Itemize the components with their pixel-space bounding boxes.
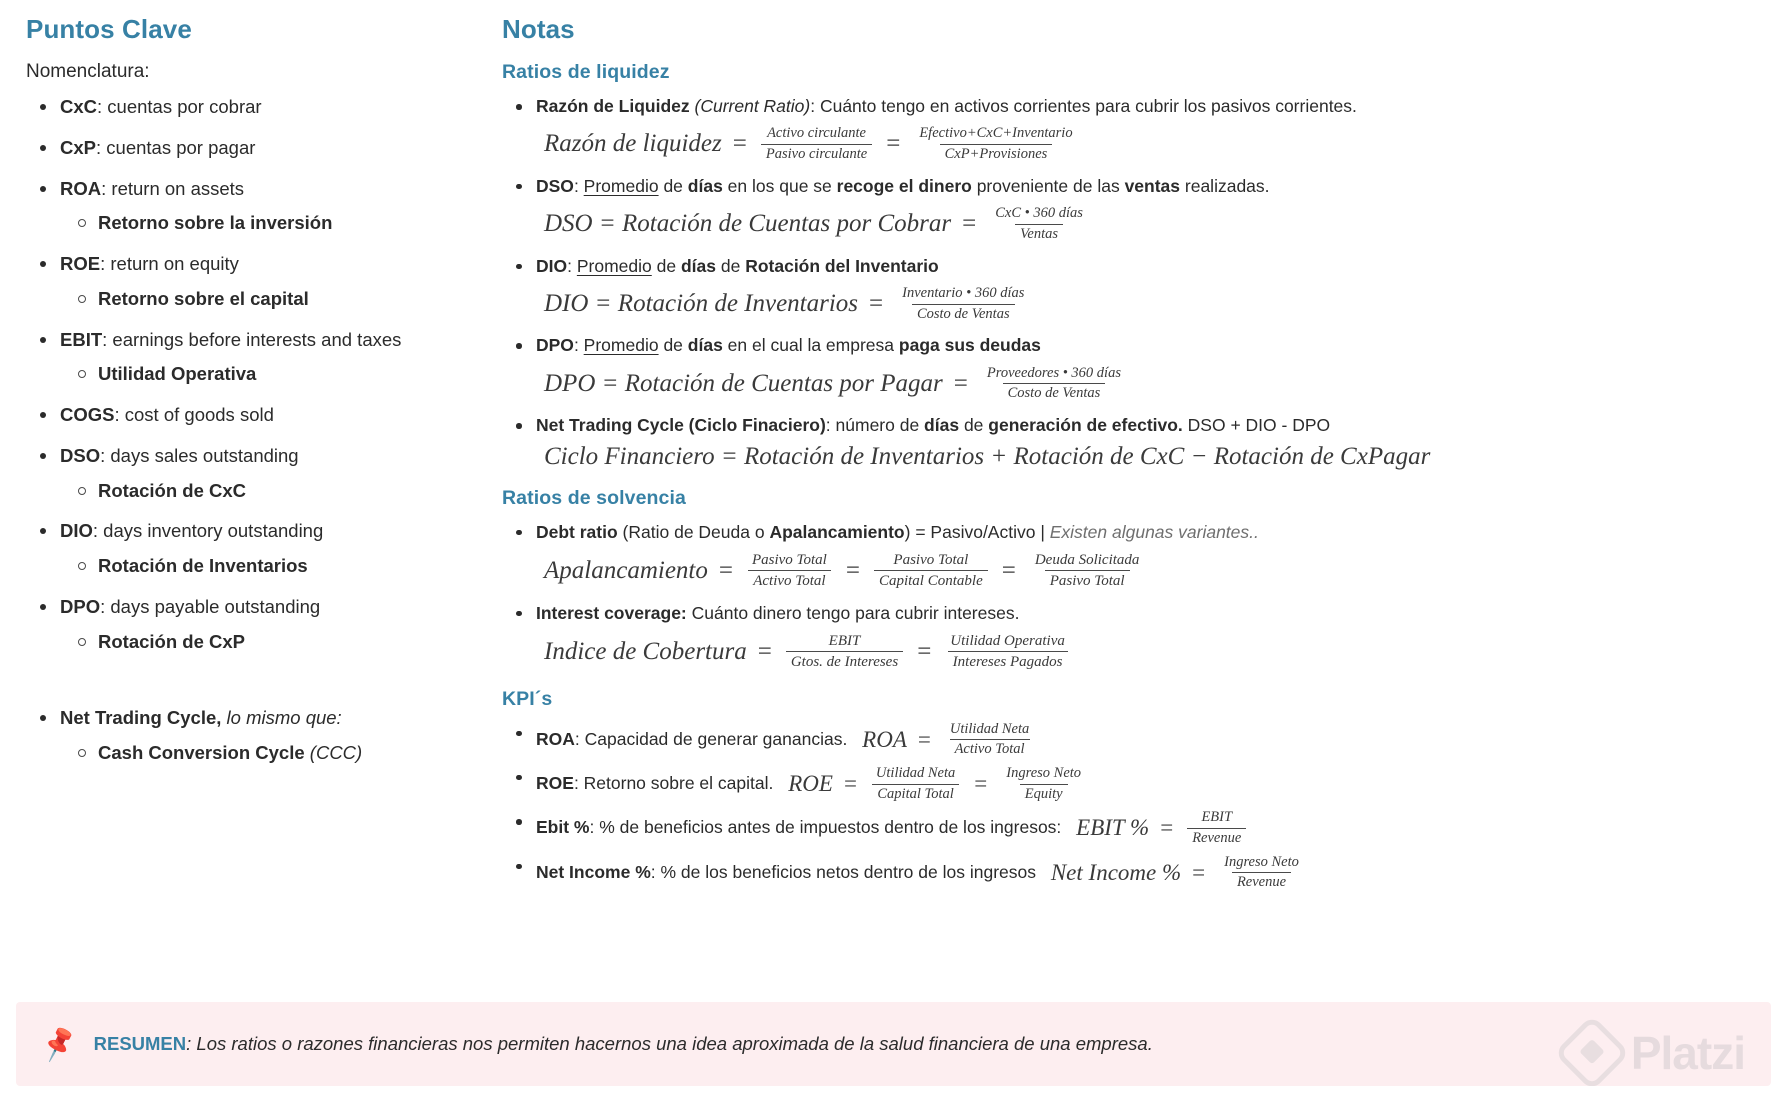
equals-sign: =: [917, 637, 932, 665]
fraction: [990, 205, 1088, 243]
formula-dso: [544, 205, 1761, 243]
equals-sign: =: [962, 210, 977, 238]
denominator: Ventas: [1015, 224, 1063, 244]
underlined-word: Promedio: [583, 335, 659, 356]
t4: proveniente de las: [971, 175, 1125, 196]
term-sep: :: [96, 136, 107, 158]
fraction: [1219, 854, 1304, 892]
list-item-interest-coverage: [502, 601, 1761, 626]
fraction: [945, 632, 1070, 672]
net-trading-cycle-list: [26, 704, 478, 767]
term-label: EBIT: [60, 328, 103, 350]
t3: en el cual la empresa: [722, 335, 899, 356]
formula-roa: [862, 721, 1037, 759]
list-item: [26, 134, 478, 162]
denominator: Pasivo circulante: [761, 144, 872, 164]
term-sep: :: [100, 444, 111, 466]
formula-roe: [788, 765, 1089, 803]
numerator: Inventario • 360 días: [902, 284, 1025, 301]
platzi-wordmark: Platzi: [1630, 1027, 1745, 1079]
numerator: Pasivo Total: [893, 552, 969, 568]
sub-list-item: Rotación de CxP: [60, 628, 478, 656]
term-label: ROA: [536, 728, 575, 749]
formula-lhs: DIO = Rotación de Inventarios: [544, 289, 859, 317]
numerator: Proveedores • 360 días: [986, 364, 1121, 381]
bold-word: días: [680, 255, 716, 276]
formula-ebit-pct: [1076, 809, 1249, 847]
term-label: ROE: [60, 253, 101, 274]
numerator: Ingreso Neto: [1224, 853, 1299, 870]
bold-word: paga sus deudas: [898, 335, 1041, 356]
formula-full: Ciclo Financiero = Rotación de Inventarios + Rotación de CxC − Rotación de CxPagar: [544, 443, 1431, 471]
platzi-watermark: [1565, 1026, 1745, 1080]
formula-lhs: ROE: [788, 771, 833, 797]
solvencia-list: [502, 520, 1761, 672]
fraction: [1030, 551, 1145, 591]
fraction: [761, 125, 872, 163]
platzi-diamond-logo-icon: [1554, 1015, 1630, 1086]
kpis-list: [502, 721, 1761, 893]
denominator: Pasivo Total: [1045, 570, 1130, 590]
numerator: EBIT: [828, 632, 861, 649]
underlined-word: Promedio: [576, 255, 652, 276]
term-label: DIO: [536, 255, 568, 276]
fraction: [982, 365, 1126, 403]
t1: :: [567, 255, 577, 276]
list-item-dso: [502, 174, 1761, 199]
denominator: Revenue: [1232, 872, 1291, 892]
equals-sign: =: [718, 556, 733, 584]
numerator: Deuda Solicitada: [1034, 552, 1140, 568]
term-desc: cuentas por pagar: [106, 136, 256, 158]
equals-sign: =: [732, 130, 747, 158]
list-item: [26, 401, 478, 429]
list-item-dpo: [502, 333, 1761, 358]
term-label: DSO: [60, 444, 101, 466]
sub-list: [60, 477, 478, 505]
term-sep: :: [101, 177, 112, 199]
t1: :: [573, 175, 584, 196]
list-item: [26, 704, 478, 767]
term-label: DSO: [536, 175, 574, 196]
formula-lhs: Apalancamiento: [544, 556, 708, 584]
formula-lhs: EBIT %: [1076, 815, 1150, 841]
list-item: [26, 517, 478, 580]
t1: : número de: [825, 415, 925, 435]
sub-list-item: Retorno sobre la inversión: [60, 209, 478, 237]
sub-list: [60, 628, 478, 656]
fraction: [874, 551, 988, 591]
sub-list: [60, 209, 478, 237]
term-label: CxP: [60, 136, 96, 158]
liquidez-list: [502, 94, 1761, 471]
equals-sign: =: [1160, 815, 1174, 841]
t2: de: [658, 175, 688, 196]
numerator: Pasivo Total: [751, 552, 827, 568]
notas-title: Notas: [502, 14, 575, 44]
list-item-dio: [502, 254, 1761, 279]
term-sep: :: [100, 253, 111, 274]
list-item-razon-liquidez: [502, 94, 1761, 119]
term-label: ROE: [536, 772, 574, 793]
term-label: Interest coverage:: [536, 602, 687, 623]
sub-list-item: Rotación de Inventarios: [60, 552, 478, 580]
term-label: Net Income %: [536, 861, 651, 882]
equals-sign: =: [843, 771, 857, 797]
denominator: Capital Contable: [874, 570, 988, 590]
term-desc: days payable outstanding: [110, 595, 321, 617]
denominator: Activo Total: [748, 570, 830, 590]
numerator: Ingreso Neto: [1006, 764, 1082, 781]
term-label: Razón de Liquidez: [536, 96, 690, 116]
t5: realizadas.: [1180, 175, 1270, 196]
sub-list-item: Rotación de CxC: [60, 477, 478, 505]
term-rest: Cuánto dinero tengo para cubrir intereses.: [686, 602, 1020, 623]
fraction: [945, 721, 1034, 759]
page-title: Puntos Clave: [26, 14, 192, 44]
sub-list: [60, 552, 478, 580]
list-item: [26, 175, 478, 238]
list-item-net-income-pct: [502, 854, 1761, 892]
resumen-body: : Los ratios o razones financieras nos permiten hacernos una idea aproximada de la salud financiera de una empresa.: [186, 1033, 1153, 1054]
t2: ) = Pasivo/Activo |: [904, 521, 1050, 542]
fraction: [1001, 765, 1086, 803]
denominator: Gtos. de Intereses: [786, 651, 903, 671]
list-item-debt-ratio: [502, 520, 1761, 545]
formula-lhs: Net Income %: [1050, 859, 1182, 885]
term-desc: return on assets: [111, 177, 245, 199]
pushpin-icon: 📌: [38, 1024, 80, 1063]
term-label: Ebit %: [536, 817, 590, 838]
formula-indice-cobertura: [544, 632, 1761, 672]
denominator: Revenue: [1187, 828, 1246, 848]
term-sep: :: [97, 96, 108, 117]
bold-word: ventas: [1124, 175, 1181, 196]
fraction: [1187, 809, 1246, 847]
bold-word: días: [924, 415, 960, 435]
term-desc-italic: lo mismo que:: [226, 707, 342, 729]
term-sep: :: [114, 404, 125, 425]
t2: de: [651, 255, 681, 276]
formula-ciclo-financiero: [544, 444, 1761, 470]
heading-ratios-liquidez: Ratios de liquidez: [502, 61, 670, 83]
t3: de: [716, 255, 746, 276]
list-item-roe: [502, 765, 1761, 803]
equals-sign: =: [1001, 556, 1016, 584]
bold-word: recoge el dinero: [836, 175, 972, 196]
term-label: Net Trading Cycle (Ciclo Finaciero): [536, 415, 826, 435]
equals-sign: =: [886, 130, 901, 158]
formula-net-income-pct: [1051, 854, 1307, 892]
term-desc: days inventory outstanding: [103, 520, 324, 542]
formula-lhs: DPO = Rotación de Cuentas por Pagar: [544, 369, 943, 397]
fraction: [786, 632, 903, 672]
term-rest: : % de los beneficios netos dentro de los ingresos: [650, 861, 1041, 882]
term-label: Net Trading Cycle,: [60, 707, 222, 729]
list-item: [26, 93, 478, 121]
term-desc: cuentas por cobrar: [107, 96, 262, 117]
term-rest: : Retorno sobre el capital.: [573, 772, 779, 793]
numerator: Utilidad Operativa: [950, 632, 1065, 649]
term-label: DIO: [60, 520, 93, 542]
list-item: [26, 593, 478, 656]
numerator: Efectivo+CxC+Inventario: [919, 125, 1073, 142]
term-label: COGS: [60, 404, 115, 425]
equals-sign: =: [974, 771, 988, 797]
nomenclatura-label: Nomenclatura:: [26, 61, 150, 82]
equals-sign: =: [757, 637, 772, 665]
formula-lhs: DSO = Rotación de Cuentas por Cobrar: [544, 210, 952, 238]
fraction: [747, 551, 832, 591]
term-sep: :: [102, 328, 113, 350]
sub-list-item: [60, 739, 478, 767]
t3: en los que se: [722, 175, 837, 196]
term-label: CxC: [60, 96, 98, 117]
equals-sign: =: [869, 289, 884, 317]
underlined-word: Promedio: [583, 175, 659, 196]
t3: DSO + DIO - DPO: [1182, 415, 1331, 435]
term-label: DPO: [536, 335, 574, 356]
list-item: [26, 326, 478, 389]
list-spacer: [26, 668, 478, 704]
term-paren: (Current Ratio): [694, 96, 811, 116]
list-item-net-trading-cycle: [502, 413, 1761, 438]
notas-column: [496, 14, 1761, 898]
sub-list: [60, 285, 478, 313]
equals-sign: =: [845, 556, 860, 584]
list-item-ebit-pct: [502, 809, 1761, 847]
formula-lhs: ROA: [862, 726, 907, 752]
term-rest: : % de beneficios antes de impuestos dentro de los ingresos:: [589, 817, 1067, 838]
term-rest: : Cuánto tengo en activos corrientes para cubrir los pasivos corrientes.: [810, 96, 1357, 116]
fraction: [897, 285, 1029, 323]
formula-lhs: Indice de Cobertura: [544, 637, 747, 665]
fraction: [871, 765, 960, 803]
formula-lhs: Razón de liquidez: [544, 130, 722, 158]
equals-sign: =: [1192, 859, 1206, 885]
sub-list-item: Retorno sobre el capital: [60, 285, 478, 313]
heading-ratios-solvencia: Ratios de solvencia: [502, 486, 686, 509]
term-sep: :: [92, 520, 104, 542]
bold-word: Rotación del Inventario: [745, 255, 939, 276]
term-label: Debt ratio: [536, 521, 618, 542]
bold-word: Apalancamiento: [769, 521, 905, 542]
nomenclatura-list: [26, 93, 478, 655]
term-desc: return on equity: [110, 253, 239, 274]
term-label: ROA: [60, 177, 102, 199]
numerator: EBIT: [1201, 809, 1233, 826]
sub-label-bold: Cash Conversion Cycle: [98, 742, 305, 763]
t2: de: [959, 415, 989, 435]
denominator: Intereses Pagados: [948, 651, 1068, 671]
formula-apalancamiento: [544, 551, 1761, 591]
t1: (Ratio de Deuda o: [617, 521, 770, 542]
term-desc: days sales outstanding: [110, 444, 299, 466]
term-rest: : Capacidad de generar ganancias.: [574, 728, 853, 749]
sub-list-item: Utilidad Operativa: [60, 360, 478, 388]
term-label: DPO: [60, 595, 101, 617]
italic-note: Existen algunas variantes..: [1049, 521, 1259, 542]
numerator: Utilidad Neta: [875, 764, 956, 781]
equals-sign: =: [953, 369, 968, 397]
denominator: Capital Total: [872, 784, 958, 804]
resumen-text: [94, 1033, 1153, 1055]
sub-label-italic: (CCC): [309, 742, 363, 763]
sub-list: [60, 360, 478, 388]
list-item-roa: [502, 721, 1761, 759]
numerator: CxC • 360 días: [995, 205, 1083, 222]
t1: :: [573, 335, 584, 356]
denominator: CxP+Provisiones: [940, 144, 1053, 164]
formula-dio: [544, 285, 1761, 323]
resumen-banner: [16, 1002, 1771, 1086]
bold-word: días: [687, 335, 723, 356]
denominator: Activo Total: [950, 739, 1030, 759]
numerator: Activo circulante: [767, 125, 866, 142]
numerator: Utilidad Neta: [949, 720, 1030, 737]
equals-sign: =: [917, 726, 931, 752]
formula-razon-liquidez: [544, 125, 1761, 163]
list-item: [26, 250, 478, 313]
sub-list: [60, 739, 478, 767]
denominator: Costo de Ventas: [912, 304, 1015, 324]
resumen-label: RESUMEN: [93, 1033, 187, 1054]
heading-kpis: KPI´s: [502, 687, 553, 710]
denominator: Costo de Ventas: [1003, 383, 1106, 403]
term-desc: cost of goods sold: [124, 404, 274, 425]
list-item: [26, 442, 478, 505]
bold-word: generación de efectivo.: [988, 415, 1183, 435]
puntos-clave-column: [26, 14, 496, 780]
denominator: Equity: [1020, 784, 1068, 804]
fraction: [914, 125, 1077, 163]
t2: de: [658, 335, 688, 356]
formula-dpo: [544, 365, 1761, 403]
bold-word: días: [687, 175, 723, 196]
term-desc: earnings before interests and taxes: [112, 328, 402, 350]
term-sep: :: [100, 595, 111, 617]
